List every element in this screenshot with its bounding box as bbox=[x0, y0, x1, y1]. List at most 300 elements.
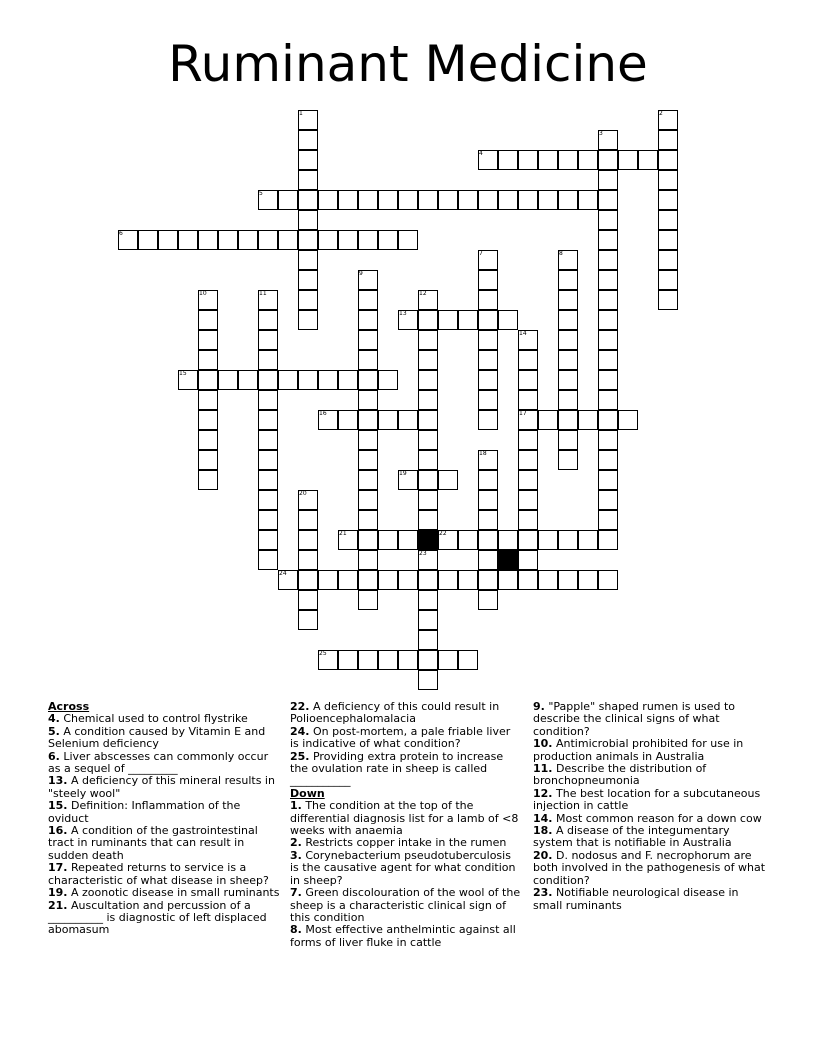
grid-cell[interactable] bbox=[598, 170, 618, 190]
clue-number: 6. bbox=[48, 749, 60, 763]
grid-cell[interactable] bbox=[478, 330, 498, 350]
grid-cell[interactable] bbox=[198, 370, 218, 390]
grid-cell[interactable] bbox=[298, 190, 318, 210]
grid-cell[interactable] bbox=[358, 430, 378, 450]
clue-text: Repeated returns to service is a characteristic of what disease in sheep? bbox=[48, 861, 269, 887]
grid-cell[interactable] bbox=[198, 430, 218, 450]
grid-cell[interactable] bbox=[418, 190, 438, 210]
grid-cell[interactable] bbox=[558, 150, 578, 170]
clue-item bbox=[533, 887, 765, 912]
grid-cell[interactable] bbox=[498, 570, 518, 590]
grid-cell[interactable] bbox=[578, 570, 598, 590]
clue-number: 15. bbox=[48, 799, 68, 813]
clue-text: "Papple" shaped rumen is used to describe the clinical signs of what condition? bbox=[533, 700, 736, 738]
grid-clue-number: 20 bbox=[299, 490, 307, 497]
grid-cell[interactable] bbox=[318, 190, 338, 210]
grid-cell[interactable] bbox=[598, 530, 618, 550]
clue-number: 21. bbox=[48, 898, 68, 912]
grid-cell[interactable] bbox=[478, 550, 498, 570]
grid-cell[interactable] bbox=[298, 130, 318, 150]
grid-clue-number: 8 bbox=[559, 250, 563, 257]
grid-cell[interactable] bbox=[598, 230, 618, 250]
grid-cell[interactable] bbox=[358, 490, 378, 510]
grid-cell[interactable] bbox=[598, 350, 618, 370]
grid-cell[interactable] bbox=[598, 470, 618, 490]
grid-cell[interactable] bbox=[298, 530, 318, 550]
grid-cell[interactable] bbox=[418, 590, 438, 610]
clue-column-2 bbox=[290, 701, 522, 949]
grid-cell[interactable] bbox=[358, 290, 378, 310]
grid-cell[interactable] bbox=[378, 410, 398, 430]
grid-clue-number: 15 bbox=[179, 370, 187, 377]
clue-column-3 bbox=[533, 701, 765, 912]
grid-cell[interactable] bbox=[318, 570, 338, 590]
clue-number: 4. bbox=[48, 712, 60, 726]
clue-item bbox=[48, 900, 280, 937]
grid-cell[interactable] bbox=[238, 230, 258, 250]
grid-cell[interactable] bbox=[198, 450, 218, 470]
grid-cell[interactable] bbox=[198, 230, 218, 250]
grid-clue-number: 23 bbox=[419, 550, 427, 557]
grid-cell[interactable] bbox=[298, 250, 318, 270]
clue-number: 25. bbox=[290, 749, 310, 763]
clue-number: 17. bbox=[48, 861, 68, 875]
grid-cell[interactable] bbox=[198, 330, 218, 350]
clue-item bbox=[48, 751, 280, 776]
grid-cell[interactable] bbox=[518, 350, 538, 370]
grid-cell[interactable] bbox=[178, 230, 198, 250]
grid-cell[interactable] bbox=[358, 650, 378, 670]
grid-cell[interactable] bbox=[258, 530, 278, 550]
grid-cell[interactable] bbox=[258, 330, 278, 350]
grid-cell[interactable] bbox=[658, 250, 678, 270]
grid-cell[interactable] bbox=[258, 350, 278, 370]
grid-cell[interactable] bbox=[538, 410, 558, 430]
grid-clue-number: 11 bbox=[259, 290, 267, 297]
clue-text: Providing extra protein to increase the ovulation rate in sheep is called ___________ bbox=[290, 749, 504, 788]
grid-cell[interactable] bbox=[558, 430, 578, 450]
grid-cell[interactable] bbox=[358, 530, 378, 550]
grid-cell[interactable] bbox=[498, 530, 518, 550]
clue-item bbox=[290, 800, 522, 837]
grid-clue-number: 16 bbox=[319, 410, 327, 417]
clue-number: 22. bbox=[290, 700, 310, 713]
grid-cell[interactable] bbox=[338, 190, 358, 210]
grid-cell[interactable] bbox=[398, 570, 418, 590]
grid-cell[interactable] bbox=[418, 510, 438, 530]
grid-cell[interactable] bbox=[398, 230, 418, 250]
clue-number: 7. bbox=[290, 886, 302, 900]
grid-cell[interactable] bbox=[618, 150, 638, 170]
grid-cell[interactable] bbox=[458, 530, 478, 550]
clue-item bbox=[533, 850, 765, 887]
grid-cell[interactable] bbox=[558, 290, 578, 310]
grid-cell[interactable] bbox=[358, 410, 378, 430]
grid-cell[interactable] bbox=[518, 550, 538, 570]
grid-cell[interactable] bbox=[558, 450, 578, 470]
grid-cell[interactable] bbox=[558, 530, 578, 550]
clue-item bbox=[48, 800, 280, 825]
grid-cell[interactable] bbox=[558, 350, 578, 370]
clue-number: 11. bbox=[533, 762, 553, 776]
grid-cell[interactable] bbox=[578, 410, 598, 430]
grid-cell[interactable] bbox=[378, 190, 398, 210]
grid-cell[interactable] bbox=[478, 270, 498, 290]
grid-cell[interactable] bbox=[518, 150, 538, 170]
grid-cell[interactable] bbox=[558, 390, 578, 410]
grid-cell[interactable] bbox=[418, 350, 438, 370]
grid-clue-number: 6 bbox=[119, 230, 123, 237]
clue-item bbox=[48, 726, 280, 751]
grid-cell[interactable] bbox=[478, 570, 498, 590]
clue-number: 23. bbox=[533, 886, 553, 900]
puzzle-title: Ruminant Medicine bbox=[168, 35, 648, 93]
grid-cell[interactable] bbox=[258, 450, 278, 470]
clue-number: 18. bbox=[533, 824, 553, 838]
grid-cell[interactable] bbox=[298, 310, 318, 330]
grid-cell[interactable] bbox=[598, 210, 618, 230]
grid-cell[interactable] bbox=[258, 510, 278, 530]
grid-cell[interactable] bbox=[558, 270, 578, 290]
grid-cell[interactable] bbox=[278, 190, 298, 210]
grid-cell[interactable] bbox=[358, 350, 378, 370]
grid-cell[interactable] bbox=[578, 150, 598, 170]
grid-cell[interactable] bbox=[458, 570, 478, 590]
grid-cell[interactable] bbox=[418, 670, 438, 690]
grid-cell[interactable] bbox=[198, 390, 218, 410]
clue-text: A deficiency of this could result in Polioencephalomalacia bbox=[290, 700, 500, 726]
clue-item bbox=[290, 726, 522, 751]
grid-cell[interactable] bbox=[438, 310, 458, 330]
grid-cell[interactable] bbox=[338, 570, 358, 590]
clue-item bbox=[533, 825, 765, 850]
grid-cell[interactable] bbox=[218, 230, 238, 250]
grid-cell[interactable] bbox=[198, 350, 218, 370]
grid-cell[interactable] bbox=[438, 650, 458, 670]
grid-cell[interactable] bbox=[418, 390, 438, 410]
grid-cell[interactable] bbox=[438, 570, 458, 590]
clue-item bbox=[290, 924, 522, 949]
grid-cell[interactable] bbox=[558, 310, 578, 330]
grid-clue-number: 10 bbox=[199, 290, 207, 297]
grid-cell[interactable] bbox=[478, 510, 498, 530]
grid-cell[interactable] bbox=[478, 310, 498, 330]
grid-cell[interactable] bbox=[298, 170, 318, 190]
grid-cell[interactable] bbox=[358, 510, 378, 530]
grid-cell[interactable] bbox=[358, 330, 378, 350]
grid-cell[interactable] bbox=[458, 190, 478, 210]
grid-cell[interactable] bbox=[658, 170, 678, 190]
grid-cell[interactable] bbox=[418, 630, 438, 650]
grid-cell[interactable] bbox=[478, 390, 498, 410]
grid-cell[interactable] bbox=[518, 450, 538, 470]
grid-cell[interactable] bbox=[238, 370, 258, 390]
grid-cell[interactable] bbox=[358, 550, 378, 570]
grid-cell[interactable] bbox=[658, 210, 678, 230]
grid-cell[interactable] bbox=[258, 370, 278, 390]
grid-cell[interactable] bbox=[358, 190, 378, 210]
clue-item bbox=[48, 862, 280, 887]
clue-text: Corynebacterium pseudotuberculosis is the causative agent for what condition in sheep? bbox=[290, 848, 516, 887]
grid-cell[interactable] bbox=[318, 370, 338, 390]
grid-cell[interactable] bbox=[298, 590, 318, 610]
grid-cell[interactable] bbox=[458, 310, 478, 330]
grid-cell[interactable] bbox=[418, 610, 438, 630]
grid-cell[interactable] bbox=[358, 230, 378, 250]
grid-cell[interactable] bbox=[478, 530, 498, 550]
clue-text: Green discolouration of the wool of the sheep is a characteristic clinical sign of this condition bbox=[290, 886, 521, 924]
grid-cell[interactable] bbox=[298, 230, 318, 250]
grid-cell[interactable] bbox=[658, 190, 678, 210]
grid-cell[interactable] bbox=[558, 330, 578, 350]
grid-cell[interactable] bbox=[418, 410, 438, 430]
grid-cell[interactable] bbox=[658, 230, 678, 250]
grid-cell[interactable] bbox=[378, 370, 398, 390]
grid-cell[interactable] bbox=[198, 470, 218, 490]
grid-cell[interactable] bbox=[418, 310, 438, 330]
clue-text: Auscultation and percussion of a __________ is diagnostic of left displaced abomasum bbox=[48, 898, 267, 937]
grid-cell[interactable] bbox=[658, 290, 678, 310]
down-header: Down bbox=[290, 786, 325, 800]
grid-cell[interactable] bbox=[258, 470, 278, 490]
grid-cell[interactable] bbox=[358, 470, 378, 490]
clue-item bbox=[533, 763, 765, 788]
grid-cell[interactable] bbox=[258, 390, 278, 410]
grid-cell[interactable] bbox=[298, 550, 318, 570]
clue-number: 19. bbox=[48, 886, 68, 900]
grid-cell[interactable] bbox=[258, 550, 278, 570]
grid-cell[interactable] bbox=[478, 290, 498, 310]
grid-cell[interactable] bbox=[138, 230, 158, 250]
grid-clue-number: 1 bbox=[299, 110, 303, 117]
grid-cell[interactable] bbox=[298, 150, 318, 170]
grid-cell[interactable] bbox=[598, 310, 618, 330]
grid-cell[interactable] bbox=[358, 310, 378, 330]
clue-text: The condition at the top of the differential diagnosis list for a lamb of <8 weeks with anaemia bbox=[290, 799, 519, 838]
clue-column-1 bbox=[48, 701, 280, 937]
grid-cell[interactable] bbox=[498, 190, 518, 210]
grid-cell[interactable] bbox=[438, 190, 458, 210]
grid-cell[interactable] bbox=[258, 410, 278, 430]
grid-cell[interactable] bbox=[518, 530, 538, 550]
grid-cell[interactable] bbox=[518, 490, 538, 510]
grid-cell[interactable] bbox=[298, 270, 318, 290]
grid-cell[interactable] bbox=[298, 510, 318, 530]
grid-cell[interactable] bbox=[358, 370, 378, 390]
grid-cell[interactable] bbox=[398, 190, 418, 210]
grid-cell[interactable] bbox=[518, 510, 538, 530]
clue-number: 3. bbox=[290, 848, 302, 862]
grid-cell[interactable] bbox=[618, 410, 638, 430]
grid-cell[interactable] bbox=[298, 610, 318, 630]
grid-cell[interactable] bbox=[378, 530, 398, 550]
grid-cell[interactable] bbox=[258, 310, 278, 330]
grid-cell[interactable] bbox=[478, 490, 498, 510]
grid-cell[interactable] bbox=[258, 430, 278, 450]
grid-cell[interactable] bbox=[598, 450, 618, 470]
grid-cell[interactable] bbox=[218, 370, 238, 390]
grid-cell[interactable] bbox=[558, 570, 578, 590]
grid-cell[interactable] bbox=[558, 410, 578, 430]
clue-item bbox=[290, 850, 522, 887]
grid-clue-number: 25 bbox=[319, 650, 327, 657]
grid-cell[interactable] bbox=[338, 370, 358, 390]
grid-cell[interactable] bbox=[338, 410, 358, 430]
clue-item bbox=[533, 788, 765, 813]
grid-cell[interactable] bbox=[478, 190, 498, 210]
clue-text: A zoonotic disease in small ruminants bbox=[67, 886, 280, 900]
grid-cell[interactable] bbox=[358, 590, 378, 610]
grid-cell[interactable] bbox=[198, 310, 218, 330]
clue-number: 16. bbox=[48, 824, 68, 838]
grid-cell[interactable] bbox=[418, 570, 438, 590]
grid-cell[interactable] bbox=[598, 190, 618, 210]
grid-cell[interactable] bbox=[298, 570, 318, 590]
grid-cell[interactable] bbox=[598, 250, 618, 270]
grid-cell[interactable] bbox=[538, 190, 558, 210]
grid-cell[interactable] bbox=[398, 650, 418, 670]
grid-clue-number: 14 bbox=[519, 330, 527, 337]
grid-cell[interactable] bbox=[198, 410, 218, 430]
grid-cell[interactable] bbox=[418, 470, 438, 490]
clue-text: Most effective anthelmintic against all forms of liver fluke in cattle bbox=[290, 923, 516, 949]
clue-number: 2. bbox=[290, 836, 302, 850]
grid-cell[interactable] bbox=[258, 490, 278, 510]
grid-cell[interactable] bbox=[318, 230, 338, 250]
grid-cell[interactable] bbox=[478, 350, 498, 370]
grid-block bbox=[418, 530, 438, 550]
grid-cell[interactable] bbox=[418, 430, 438, 450]
grid-cell[interactable] bbox=[278, 370, 298, 390]
grid-cell[interactable] bbox=[598, 570, 618, 590]
grid-cell[interactable] bbox=[458, 650, 478, 670]
grid-cell[interactable] bbox=[638, 150, 658, 170]
grid-cell[interactable] bbox=[478, 370, 498, 390]
grid-clue-number: 7 bbox=[479, 250, 483, 257]
clue-number: 12. bbox=[533, 786, 553, 800]
grid-cell[interactable] bbox=[298, 370, 318, 390]
grid-cell[interactable] bbox=[378, 650, 398, 670]
grid-cell[interactable] bbox=[518, 190, 538, 210]
grid-cell[interactable] bbox=[418, 330, 438, 350]
clue-number: 9. bbox=[533, 700, 545, 713]
grid-cell[interactable] bbox=[418, 370, 438, 390]
clue-text: Chemical used to control flystrike bbox=[59, 712, 248, 726]
grid-clue-number: 13 bbox=[399, 310, 407, 317]
grid-cell[interactable] bbox=[278, 230, 298, 250]
grid-cell[interactable] bbox=[538, 150, 558, 170]
grid-cell[interactable] bbox=[358, 570, 378, 590]
clue-text: A condition caused by Vitamin E and Selenium deficiency bbox=[48, 724, 266, 751]
grid-cell[interactable] bbox=[338, 230, 358, 250]
grid-cell[interactable] bbox=[478, 470, 498, 490]
clue-number: 14. bbox=[533, 811, 553, 825]
grid-cell[interactable] bbox=[658, 130, 678, 150]
clue-text: Liver abscesses can commonly occur as a sequel of _________ bbox=[48, 749, 269, 776]
grid-cell[interactable] bbox=[298, 210, 318, 230]
clue-text: Describe the distribution of bronchopneumonia bbox=[533, 762, 707, 788]
grid-cell[interactable] bbox=[598, 390, 618, 410]
grid-cell[interactable] bbox=[478, 410, 498, 430]
grid-cell[interactable] bbox=[518, 390, 538, 410]
grid-cell[interactable] bbox=[658, 150, 678, 170]
across-header: Across bbox=[48, 700, 90, 713]
clue-text: The best location for a subcutaneous injection in cattle bbox=[533, 786, 761, 813]
grid-cell[interactable] bbox=[158, 230, 178, 250]
grid-cell[interactable] bbox=[418, 450, 438, 470]
grid-cell[interactable] bbox=[518, 430, 538, 450]
grid-cell[interactable] bbox=[438, 470, 458, 490]
grid-cell[interactable] bbox=[358, 390, 378, 410]
grid-cell[interactable] bbox=[598, 510, 618, 530]
grid-clue-number: 18 bbox=[479, 450, 487, 457]
grid-cell[interactable] bbox=[338, 650, 358, 670]
grid-cell[interactable] bbox=[418, 490, 438, 510]
grid-cell[interactable] bbox=[518, 370, 538, 390]
grid-cell[interactable] bbox=[598, 270, 618, 290]
grid-cell[interactable] bbox=[398, 410, 418, 430]
clue-text: Restricts copper intake in the rumen bbox=[301, 836, 507, 850]
grid-cell[interactable] bbox=[258, 230, 278, 250]
grid-cell[interactable] bbox=[558, 190, 578, 210]
grid-cell[interactable] bbox=[538, 530, 558, 550]
grid-cell[interactable] bbox=[578, 530, 598, 550]
grid-cell[interactable] bbox=[578, 190, 598, 210]
grid-clue-number: 19 bbox=[399, 470, 407, 477]
grid-cell[interactable] bbox=[418, 650, 438, 670]
grid-cell[interactable] bbox=[598, 410, 618, 430]
grid-clue-number: 12 bbox=[419, 290, 427, 297]
clue-text: A condition of the gastrointestinal tract in ruminants that can result in sudden death bbox=[48, 824, 258, 862]
grid-clue-number: 3 bbox=[599, 130, 603, 137]
grid-cell[interactable] bbox=[398, 530, 418, 550]
grid-cell[interactable] bbox=[598, 290, 618, 310]
grid-cell[interactable] bbox=[598, 370, 618, 390]
grid-cell[interactable] bbox=[358, 450, 378, 470]
clue-item bbox=[290, 701, 522, 726]
grid-clue-number: 24 bbox=[279, 570, 287, 577]
clue-number: 24. bbox=[290, 724, 310, 738]
grid-cell[interactable] bbox=[298, 290, 318, 310]
grid-clue-number: 5 bbox=[259, 190, 263, 197]
grid-cell[interactable] bbox=[518, 570, 538, 590]
grid-cell[interactable] bbox=[658, 270, 678, 290]
clue-text: Notifiable neurological disease in small ruminants bbox=[533, 886, 739, 912]
grid-clue-number: 2 bbox=[659, 110, 663, 117]
grid-cell[interactable] bbox=[518, 470, 538, 490]
grid-clue-number: 17 bbox=[519, 410, 527, 417]
clue-number: 1. bbox=[290, 799, 302, 813]
clue-text: A deficiency of this mineral results in "steely wool" bbox=[48, 774, 275, 800]
clue-text: On post-mortem, a pale friable liver is indicative of what condition? bbox=[290, 724, 511, 751]
clue-item bbox=[533, 701, 765, 738]
clue-number: 5. bbox=[48, 724, 60, 738]
grid-cell[interactable] bbox=[378, 230, 398, 250]
grid-cell[interactable] bbox=[538, 570, 558, 590]
clue-text: A disease of the integumentary system that is notifiable in Australia bbox=[533, 824, 732, 850]
grid-cell[interactable] bbox=[498, 310, 518, 330]
grid-cell[interactable] bbox=[598, 430, 618, 450]
grid-cell[interactable] bbox=[558, 370, 578, 390]
grid-cell[interactable] bbox=[598, 150, 618, 170]
grid-cell[interactable] bbox=[378, 570, 398, 590]
grid-cell[interactable] bbox=[498, 150, 518, 170]
grid-cell[interactable] bbox=[598, 490, 618, 510]
grid-clue-number: 4 bbox=[479, 150, 483, 157]
grid-cell[interactable] bbox=[598, 330, 618, 350]
grid-cell[interactable] bbox=[478, 590, 498, 610]
clue-text: Definition: Inflammation of the oviduct bbox=[48, 799, 241, 825]
